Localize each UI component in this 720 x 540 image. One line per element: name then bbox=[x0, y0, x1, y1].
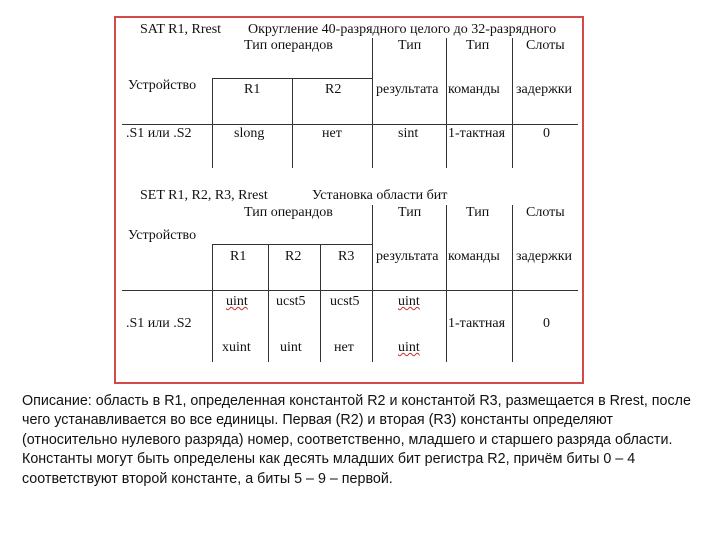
sat-header-r1: R1 bbox=[244, 82, 261, 97]
set-header-command: команды bbox=[448, 249, 500, 264]
sat-row-command: 1-тактная bbox=[448, 126, 506, 141]
sat-row-result: sint bbox=[398, 126, 419, 141]
set-r2-b: uint bbox=[280, 340, 302, 355]
sat-header-result: результата bbox=[376, 82, 439, 97]
set-result-a: uint bbox=[398, 294, 420, 309]
set-row-device: .S1 или .S2 bbox=[126, 316, 192, 331]
sat-col-rule-4 bbox=[446, 38, 447, 168]
set-title: SET R1, R2, R3, Rrest bbox=[140, 188, 268, 203]
sat-row-device: .S1 или .S2 bbox=[126, 126, 192, 141]
set-header-device: Устройство bbox=[128, 228, 197, 243]
set-header-rule bbox=[122, 290, 578, 291]
set-operand-rule bbox=[212, 244, 372, 245]
set-header-r1: R1 bbox=[230, 249, 247, 264]
sat-header-r2: R2 bbox=[325, 82, 342, 97]
description-text: Описание: область в R1, определенная константой R2 и константой R3, размещается в Rrest, после чего устанавливается во все единицы. Первая (R2) и вторая (R3) константы определяют (относительно нулевого разряда) номер, соответственно, младшего и старшего разряда области. Константы могут быть определены как десять младших бит регистра R2, причём биты 0 – 4 соответствуют второй константе, а биты 5 – 9 – первой. bbox=[22, 393, 691, 487]
set-header-type-result: Тип bbox=[398, 205, 422, 220]
set-col-rule-6 bbox=[512, 205, 513, 362]
sat-header-operand-types: Тип операндов bbox=[244, 38, 333, 53]
set-header-delay: задержки bbox=[516, 249, 573, 264]
set-col-rule-2 bbox=[268, 244, 269, 362]
set-subtitle: Установка области бит bbox=[312, 188, 448, 203]
set-r3-b: нет bbox=[334, 340, 354, 355]
set-col-rule-5 bbox=[446, 205, 447, 362]
set-col-rule-1 bbox=[212, 244, 213, 362]
set-header-result: результата bbox=[376, 249, 439, 264]
set-row-delay: 0 bbox=[543, 316, 550, 331]
set-r1-a: uint bbox=[226, 294, 248, 309]
set-r3-a: ucst5 bbox=[330, 294, 360, 309]
sat-row-r1: slong bbox=[234, 126, 265, 141]
sat-header-delay: задержки bbox=[516, 82, 573, 97]
sat-col-rule-1 bbox=[212, 78, 213, 168]
sat-header-rule bbox=[122, 124, 578, 125]
sat-header-type-command: Тип bbox=[466, 38, 490, 53]
set-col-rule-3 bbox=[320, 244, 321, 362]
set-result-b: uint bbox=[398, 340, 420, 355]
set-header-type-command: Тип bbox=[466, 205, 490, 220]
sat-header-command: команды bbox=[448, 82, 500, 97]
sat-row-r2: нет bbox=[322, 126, 342, 141]
set-header-r2: R2 bbox=[285, 249, 302, 264]
sat-col-rule-3 bbox=[372, 38, 373, 168]
set-r1-b: xuint bbox=[222, 340, 251, 355]
set-r2-a: ucst5 bbox=[276, 294, 306, 309]
sat-col-rule-5 bbox=[512, 38, 513, 168]
set-header-operand-types: Тип операндов bbox=[244, 205, 333, 220]
set-row-command: 1-тактная bbox=[448, 316, 506, 331]
set-header-r3: R3 bbox=[338, 249, 355, 264]
sat-subtitle: Округление 40-разрядного целого до 32-разрядного bbox=[248, 22, 557, 37]
set-col-rule-4 bbox=[372, 205, 373, 362]
sat-header-device: Устройство bbox=[128, 78, 197, 93]
sat-header-type-result: Тип bbox=[398, 38, 422, 53]
sat-title: SAT R1, Rrest bbox=[140, 22, 222, 37]
sat-header-slots: Слоты bbox=[526, 38, 565, 53]
set-header-slots: Слоты bbox=[526, 205, 565, 220]
sat-row-delay: 0 bbox=[543, 126, 550, 141]
sat-col-rule-2 bbox=[292, 78, 293, 168]
